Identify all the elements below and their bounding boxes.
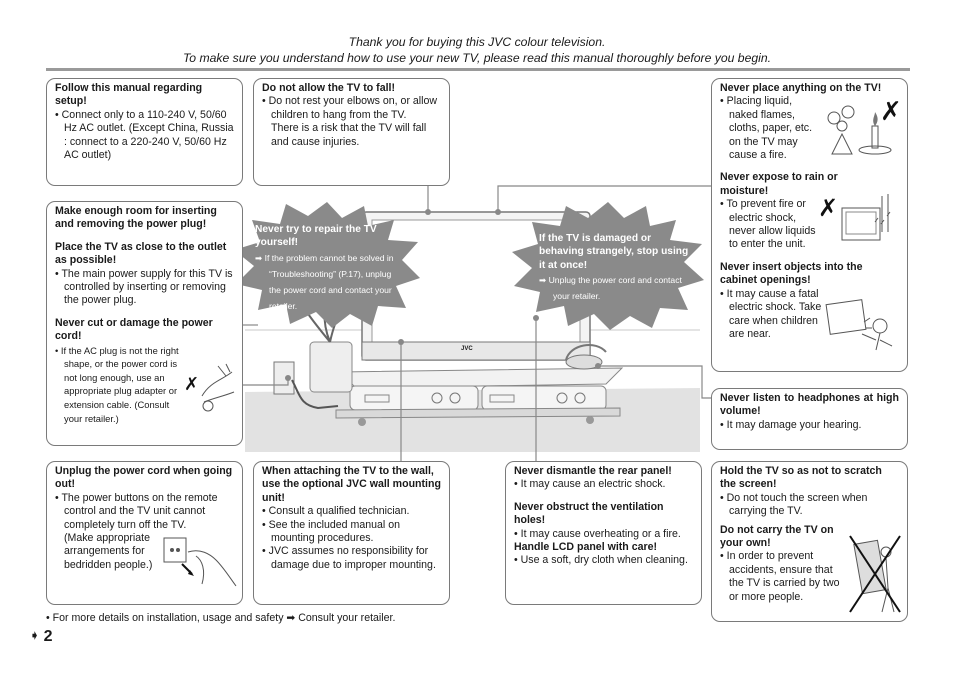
page-arrow-icon: ➧ <box>30 630 40 642</box>
box-rear-bullet3: • Use a soft, dry cloth when cleaning. <box>514 554 688 567</box>
box-wall-bullet1: • Consult a qualified technician. <box>262 505 410 518</box>
box-hold-heading2: Do not carry the TV on your own! <box>720 523 834 550</box>
plug-adapter-icon <box>184 362 240 414</box>
svg-text:✗: ✗ <box>184 374 200 395</box>
svg-text:✗: ✗ <box>818 194 839 222</box>
box-rain-heading: Never expose to rain or moisture! <box>720 171 838 197</box>
box-room-bullet1: • The main power supply for this TV is controlled by inserting or removing the power plug. <box>55 267 233 307</box>
box-rear-heading1: Never dismantle the rear panel! <box>514 465 672 477</box>
box-wall-bullet2: • See the included manual on mounting procedures. <box>262 518 400 545</box>
box-hold-bullet1: • Do not touch the screen when carrying the TV. <box>720 491 868 518</box>
star-repair-body: ➡ If the problem cannot be solved in “Troubleshooting” (P.17), unplug the power cord and contact your retailer. <box>255 252 394 311</box>
page-number-value: 2 <box>43 628 53 645</box>
unplug-hand-icon <box>160 530 240 596</box>
box-follow-manual <box>46 78 243 186</box>
box-tv-fall <box>253 78 450 186</box>
box-hold-heading1: Hold the TV so as not to scratch the screen! <box>720 465 882 491</box>
box-unplug-note: (Make appropriate arrangements for bedridden people.) <box>64 532 153 571</box>
box-wall-bullet3: • JVC assumes no responsibility for damage due to improper mounting. <box>262 545 436 571</box>
box-headphones-bullet: • It may damage your hearing. <box>720 418 862 431</box>
box-hold-bullet2: • In order to prevent accidents, ensure that the TV is carried by two or more people. <box>720 550 840 603</box>
flower-vase-icon <box>818 96 900 158</box>
av-unit-left <box>350 386 478 410</box>
star-repair-text <box>255 223 403 314</box>
box-insert-heading: Never insert objects into the cabinet openings! <box>720 260 863 287</box>
av-unit-right <box>482 386 606 410</box>
child-insert-icon <box>822 294 902 360</box>
tv-stand-top <box>340 368 622 388</box>
box-wall-mount <box>253 461 450 605</box>
box-rear-bullet2: • It may cause overheating or a fire. <box>514 527 681 540</box>
box-unplug-bullet: • The power buttons on the remote control and the TV unit cannot completely turn off the TV. <box>55 491 218 531</box>
box-room-bullet2: • If the AC plug is not the right shape, or the power cord is not long enough, use an appropriate plug adapter or extension cable. (Consult your retailer.) <box>55 344 179 424</box>
box-fall-bullet: • Do not rest your elbows on, or allow children to hang from the TV. <box>262 95 438 121</box>
box-rear-panel <box>505 461 702 605</box>
box-fall-risk: There is a risk that the TV will fall and cause injuries. <box>271 122 427 148</box>
star-damaged-body: ➡ Unplug the power cord and contact your retailer. <box>539 274 682 301</box>
box-room-heading1: Make enough room for inserting and removing the power plug! <box>55 205 217 231</box>
box-follow-heading: Follow this manual regarding setup! <box>55 82 203 108</box>
tv-logo: JVC <box>461 346 473 352</box>
box-follow-bullet: • Connect only to a 110-240 V, 50/60 Hz AC outlet. (Except China, Russia : connect to a 220-240 V, 50/60 Hz AC outlet) <box>55 108 234 162</box>
box-fall-heading: Do not allow the TV to fall! <box>262 82 396 94</box>
intro-line-2: To make sure you understand how to use your new TV, please read this manual thoroughly before you begin. <box>182 51 772 65</box>
box-place-bullet: • Placing liquid, naked flames, cloths, paper, etc. on the TV may cause a fire. <box>720 95 813 162</box>
box-insert-bullet: • It may cause a fatal electric shock. Take care when children are near. <box>720 287 822 340</box>
box-place-heading: Never place anything on the TV! <box>720 82 882 94</box>
star-damaged-text <box>539 232 691 304</box>
intro-line-1: Thank you for buying this JVC colour television. <box>348 35 606 49</box>
box-rear-heading2: Never obstruct the ventilation holes! <box>514 500 664 527</box>
svg-text:✗: ✗ <box>880 97 902 127</box>
box-wall-heading: When attaching the TV to the wall, use the optional JVC wall mounting unit! <box>262 465 441 504</box>
tv-rain-icon <box>818 188 902 260</box>
star-repair-heading: Never try to repair the TV yourself! <box>255 224 377 249</box>
page-number <box>30 628 53 646</box>
box-rear-heading3: Handle LCD panel with care! <box>514 541 658 554</box>
box-headphones-heading: Never listen to headphones at high volume! <box>720 392 899 418</box>
box-rear-bullet1: • It may cause an electric shock. <box>514 478 666 491</box>
footnote: • For more details on installation, usage and safety ➡ Consult your retailer. <box>46 612 396 624</box>
box-room-heading2: Place the TV as close to the outlet as possible! <box>55 240 227 267</box>
plant-pot <box>310 342 352 392</box>
star-damaged-heading: If the TV is damaged or behaving strangely, stop using it at once! <box>539 233 689 271</box>
carry-tv-crossed-icon <box>846 532 904 616</box>
box-unplug-heading: Unplug the power cord when going out! <box>55 465 233 491</box>
box-rain-bullet: • To prevent fire or electric shock, never allow liquids to enter the unit. <box>720 198 816 251</box>
box-headphones <box>711 388 908 450</box>
box-room-heading3: Never cut or damage the power cord! <box>55 316 213 343</box>
